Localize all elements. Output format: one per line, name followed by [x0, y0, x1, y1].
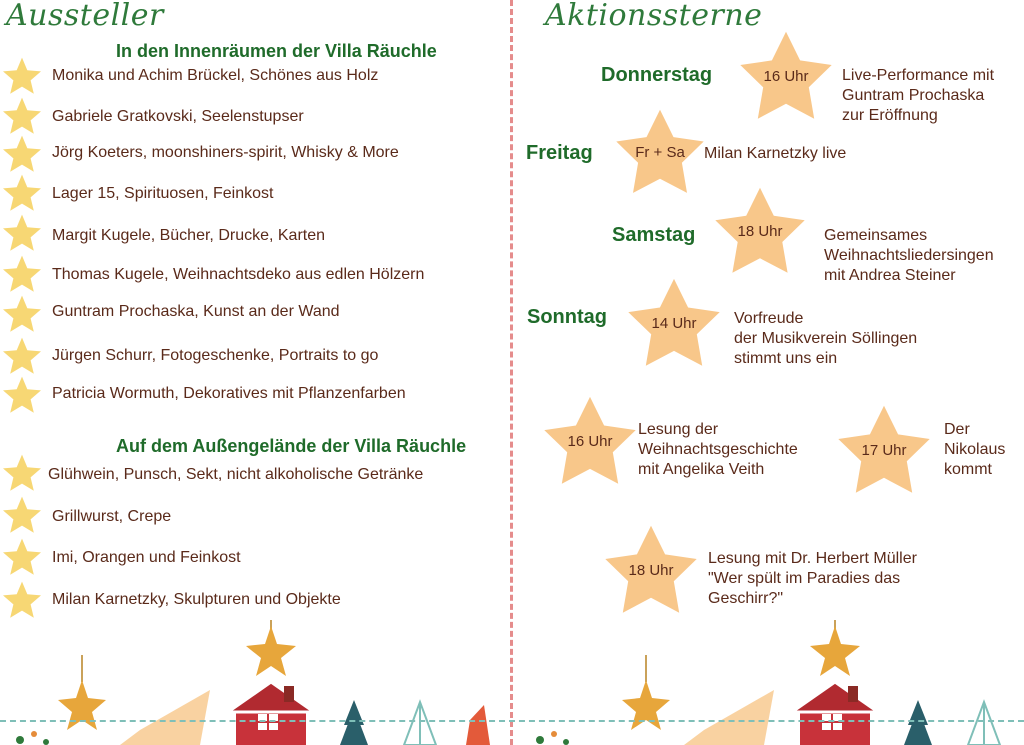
event-star-18uhr-samstag	[712, 184, 808, 278]
event-time: 18 Uhr	[628, 561, 674, 579]
event-time: 16 Uhr	[763, 67, 809, 85]
bullet-star-icon	[2, 213, 42, 253]
event-star-16uhr-donnerstag	[736, 28, 836, 124]
star-ornament-icon	[120, 690, 210, 745]
list-item: Margit Kugele, Bücher, Drucke, Karten	[52, 227, 326, 244]
event-line: Weihnachtsgeschichte	[638, 441, 798, 458]
house-icon	[228, 682, 314, 745]
event-time: 17 Uhr	[861, 441, 907, 459]
event-line: Nikolaus	[944, 441, 1006, 458]
day-freitag: Freitag	[526, 142, 593, 164]
event-line: kommt	[944, 461, 992, 478]
day-donnerstag: Donnerstag	[601, 64, 713, 86]
aktionssterne-title: Aktionssterne	[545, 0, 763, 33]
list-item: Jörg Koeters, moonshiners-spirit, Whisky & More	[52, 144, 399, 161]
list-item: Imi, Orangen und Feinkost	[52, 549, 241, 566]
event-line: Live-Performance mit	[842, 67, 995, 84]
list-item: Grillwurst, Crepe	[52, 508, 172, 525]
day-samstag: Samstag	[612, 224, 696, 246]
day-sonntag: Sonntag	[527, 306, 607, 328]
event-line: Lesung der	[638, 421, 719, 438]
bullet-star-icon	[2, 537, 42, 577]
christmas-scenery-decoration	[0, 620, 1024, 745]
event-star-16uhr-sonntag	[542, 392, 638, 490]
event-line: Lesung mit Dr. Herbert Müller	[708, 550, 917, 567]
indoor-heading: In den Innenräumen der Villa Räuchle	[116, 41, 437, 61]
event-description-e6	[944, 420, 1005, 480]
event-line: Guntram Prochaska	[842, 87, 985, 104]
event-line: Weihnachtsliedersingen	[824, 247, 994, 264]
event-star-14uhr-sonntag	[626, 274, 722, 372]
list-item: Glühwein, Punsch, Sekt, nicht alkoholische Getränke	[48, 466, 424, 483]
list-item: Jürgen Schurr, Fotogeschenke, Portraits to go	[52, 347, 379, 364]
event-line: Milan Karnetzky live	[704, 145, 847, 162]
event-line: Geschirr?"	[708, 590, 784, 607]
event-description-e4	[734, 309, 917, 369]
event-line: mit Andrea Steiner	[824, 267, 956, 284]
outdoor-heading: Auf dem Außengelände der Villa Räuchle	[116, 436, 467, 456]
bullet-star-icon	[2, 375, 42, 415]
event-line: Der	[944, 421, 970, 438]
event-time: 14 Uhr	[651, 314, 697, 332]
star-ornament-icon	[684, 690, 774, 745]
event-description-e1	[842, 66, 994, 126]
event-line: Gemeinsames	[824, 227, 928, 244]
bullet-star-icon	[2, 134, 42, 174]
event-line: Vorfreude	[734, 310, 804, 327]
bullet-star-icon	[2, 495, 42, 535]
event-description-e5	[638, 420, 798, 480]
list-item: Monika und Achim Brückel, Schönes aus Holz	[52, 67, 379, 84]
bullet-star-icon	[2, 56, 42, 96]
list-item: Lager 15, Spirituosen, Feinkost	[52, 185, 274, 202]
tree-icon	[340, 700, 436, 745]
event-time: 16 Uhr	[567, 432, 613, 450]
event-time: 18 Uhr	[737, 222, 783, 240]
list-item: Thomas Kugele, Weihnachtsdeko aus edlen Hölzern	[52, 266, 425, 283]
bullet-star-icon	[2, 173, 42, 213]
bullet-star-icon	[2, 453, 42, 493]
event-description-e7	[708, 549, 917, 609]
ornament-icon	[466, 705, 490, 745]
bullet-star-icon	[2, 254, 42, 294]
bullet-star-icon	[2, 96, 42, 136]
bullet-star-icon	[2, 580, 42, 620]
event-line: der Musikverein Söllingen	[734, 330, 918, 347]
event-description-e3	[824, 226, 994, 286]
decorative-dashed-line	[0, 720, 1024, 722]
event-time: Fr + Sa	[635, 143, 685, 161]
event-line: mit Angelika Veith	[638, 461, 765, 478]
event-star-17uhr-sonntag	[836, 402, 932, 498]
list-item: Patricia Wormuth, Dekoratives mit Pflanzenfarben	[52, 385, 406, 402]
event-description-e2	[704, 144, 846, 164]
event-line: "Wer spült im Paradies das	[708, 570, 901, 587]
event-line: zur Eröffnung	[842, 107, 938, 124]
list-item: Milan Karnetzky, Skulpturen und Objekte	[52, 591, 341, 608]
event-star-fr-sa	[612, 106, 708, 198]
tree-icon	[904, 700, 1000, 745]
event-line: stimmt uns ein	[734, 350, 838, 367]
house-icon	[792, 682, 878, 745]
bullet-star-icon	[2, 294, 42, 334]
list-item: Guntram Prochaska, Kunst an der Wand	[52, 303, 340, 320]
list-item: Gabriele Gratkovski, Seelenstupser	[52, 108, 304, 125]
aussteller-title: Aussteller	[6, 0, 164, 33]
event-star-18uhr-sonntag	[602, 522, 700, 618]
bullet-star-icon	[2, 336, 42, 376]
